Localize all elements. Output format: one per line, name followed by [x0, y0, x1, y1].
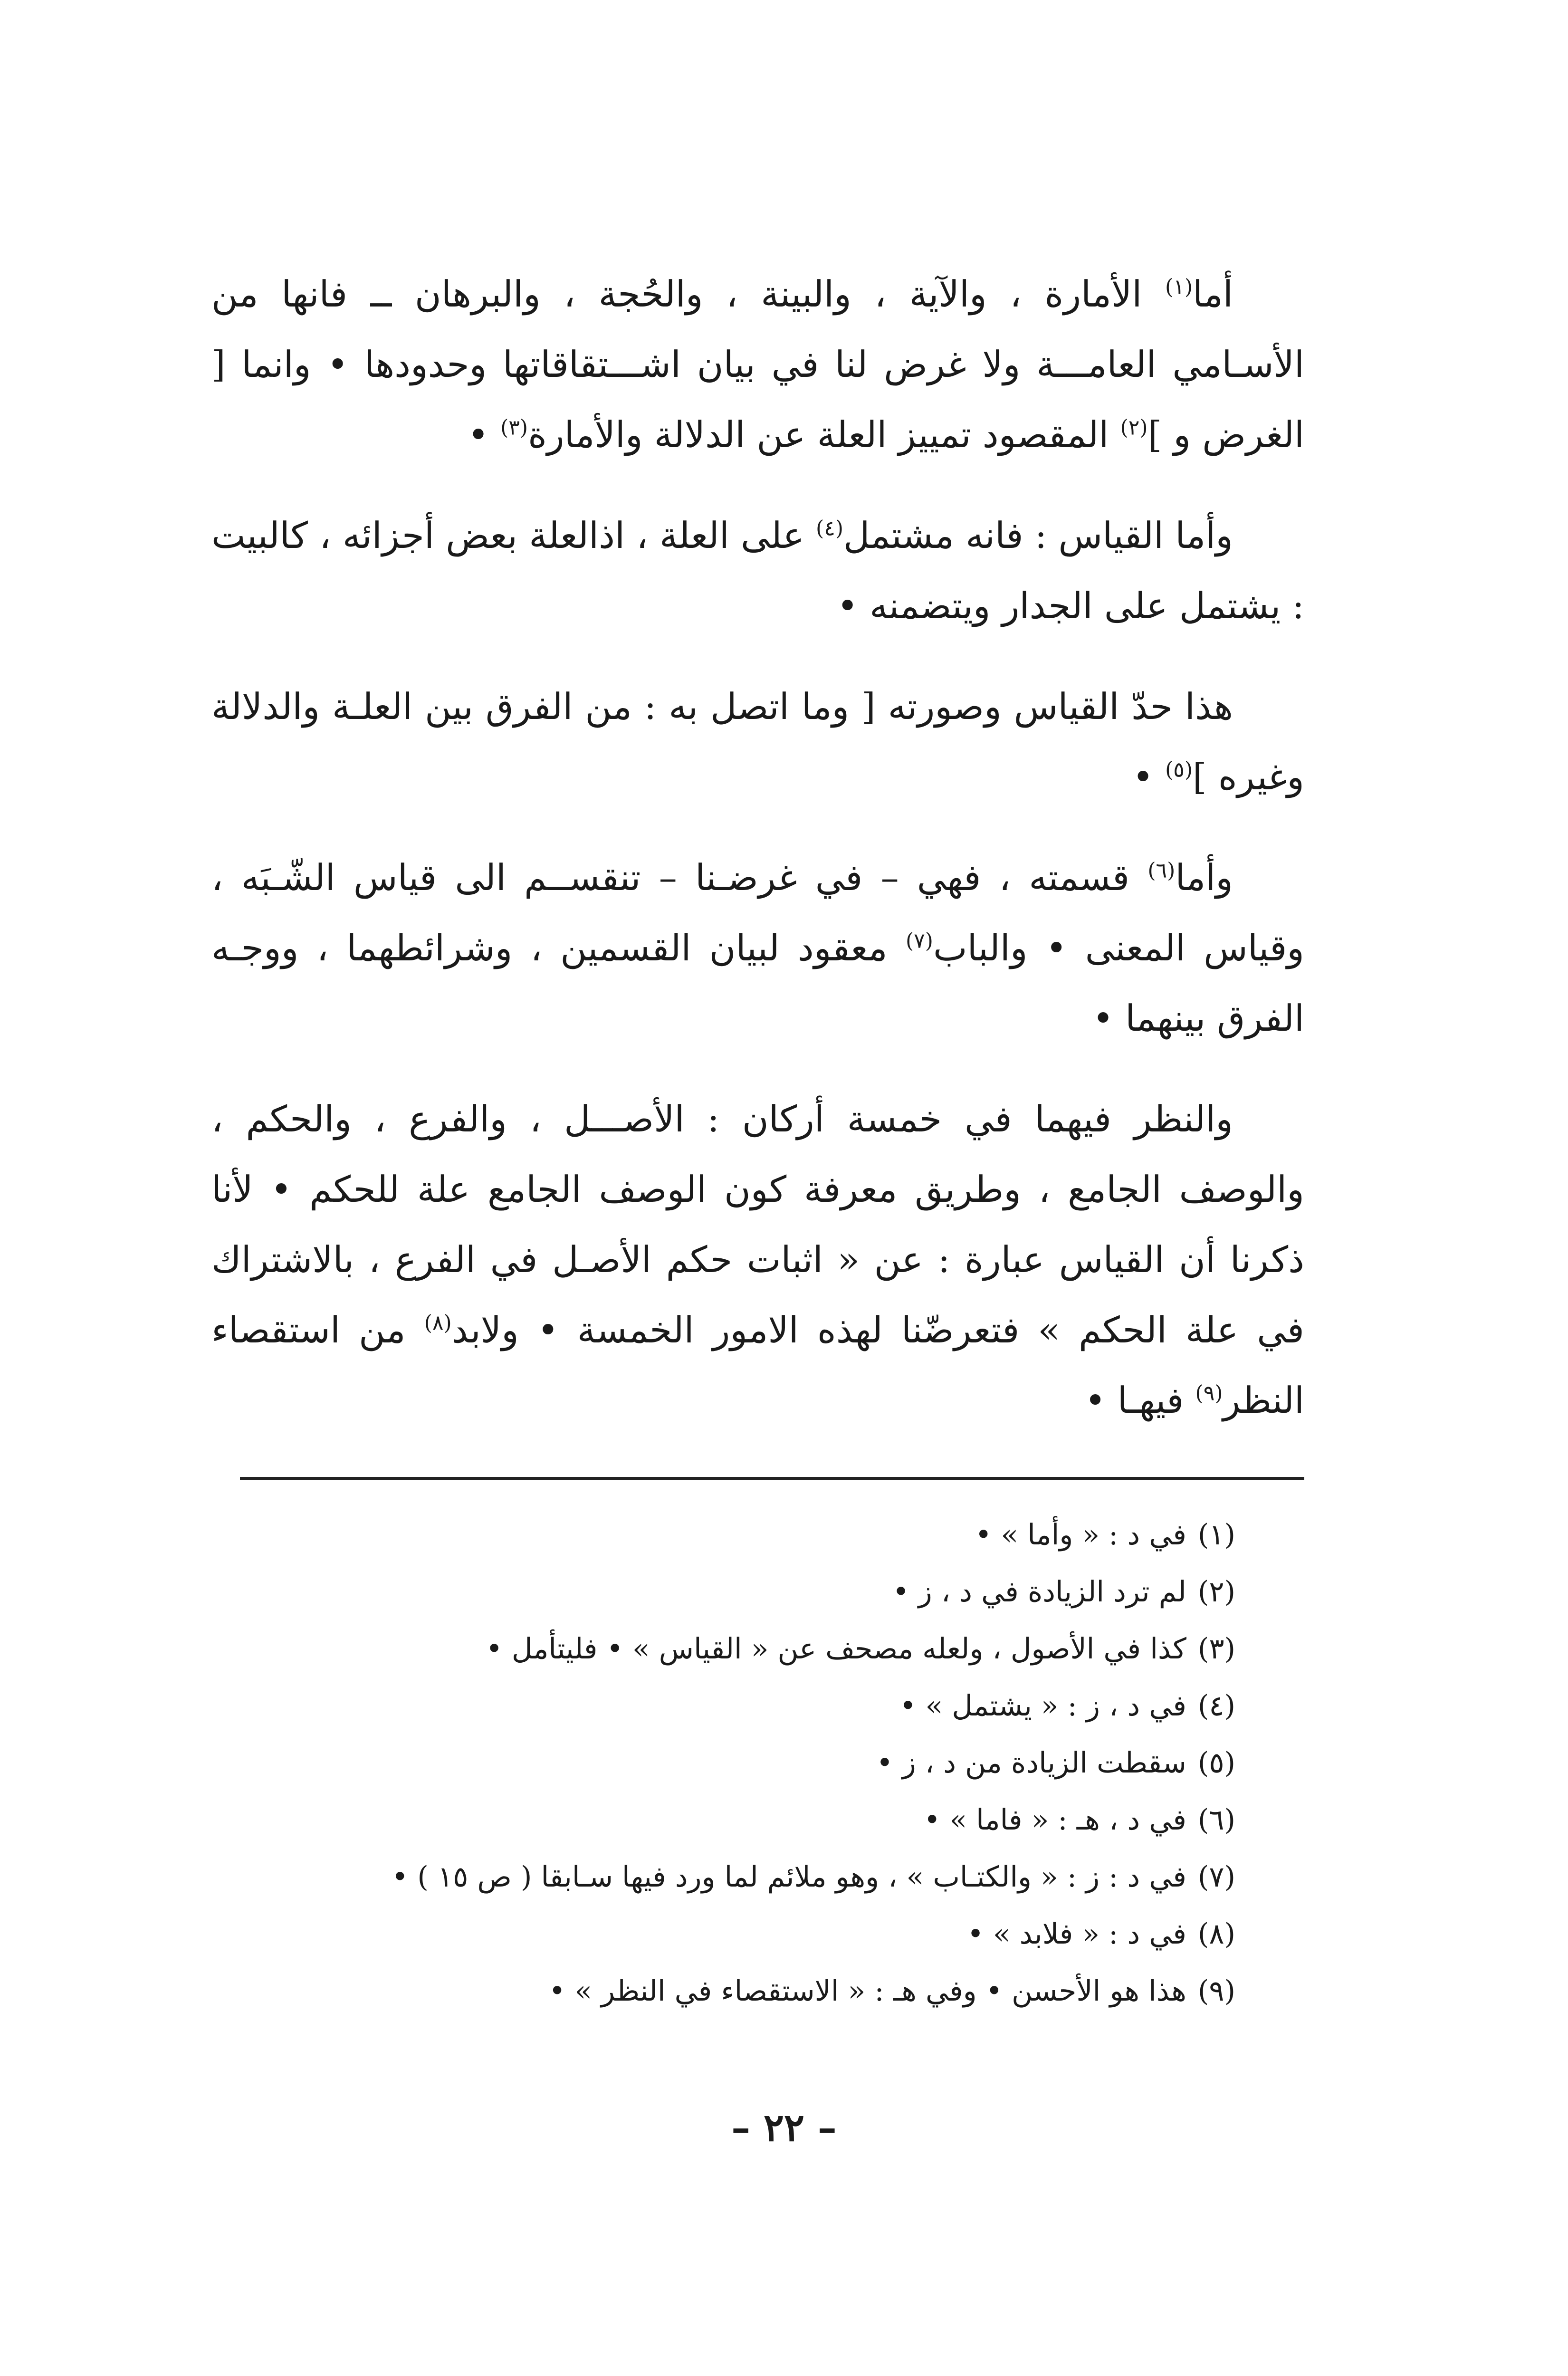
footnote-text: في د ، هـ : « فاما » •	[923, 1803, 1186, 1837]
footnote-1	[211, 1506, 1235, 1563]
footnote-number: (٧)	[1197, 1860, 1235, 1894]
footnote-8	[211, 1906, 1235, 1963]
text-run: المقصود تمييز العلة عن الدلالة والأمارة	[528, 413, 1120, 456]
footnote-text: في د ، ز : « يشتمل » •	[899, 1689, 1186, 1723]
footnote-number: (٩)	[1197, 1974, 1235, 2008]
footnote-text: في د : « فلابد » •	[967, 1917, 1186, 1951]
footnote-text: سقطت الزيادة من د ، ز •	[876, 1746, 1186, 1780]
footnote-text: لم ترد الزيادة في د ، ز •	[892, 1575, 1186, 1609]
text-run: الأمارة ، والآية ، والبينة ، والحُجة ، والبرهان ــ فانها من الأسـامي العامـــة ولا غرض لنا في بيان اشـــتقاقاتها وحدودها • وانما [ الغرض و ]	[211, 273, 1304, 456]
footnote-3	[211, 1620, 1235, 1677]
text-run: وأما	[1175, 856, 1233, 899]
text-run: والنظر فيهما في خمسة أركان : الأصـــل ، والفرع ، والحكم ، والوصف الجامع ، وطريق معرفة كون الوصف الجامع علة للحكم • لأنا ذكرنا أن القياس عبارة : عن « اثبات حكم الأصـل في الفرع ، بالاشتراك في علة الحكم » فتعرضّنا لهذه الامور الخمسة • ولابد	[211, 1098, 1304, 1351]
footnote-6	[211, 1792, 1235, 1849]
footnote-number: (٤)	[1197, 1689, 1235, 1723]
footnote-number: (٥)	[1197, 1746, 1235, 1780]
text-run: أما	[1193, 273, 1233, 315]
footnote-ref[interactable]: (٩)	[1195, 1381, 1223, 1406]
footnote-ref[interactable]: (٥)	[1165, 757, 1193, 782]
footnote-ref[interactable]: (٤)	[816, 516, 844, 541]
text-run: •	[468, 413, 501, 456]
footnote-2	[211, 1563, 1235, 1620]
text-run: قسمته ، فهي – في غرضـنا – تنقســم الى قياس الشّـبَه ، وقياس المعنى • والباب	[211, 856, 1304, 969]
text-run: وأما القياس : فانه مشتمل	[843, 514, 1233, 556]
footnote-number: (٢)	[1197, 1575, 1235, 1609]
footnote-ref[interactable]: (٢)	[1120, 415, 1148, 440]
paragraph-1	[211, 259, 1304, 470]
text-run: •	[1132, 756, 1166, 798]
paragraph-3	[211, 671, 1304, 812]
footnote-4	[211, 1677, 1235, 1734]
footnote-ref[interactable]: (١)	[1165, 275, 1193, 299]
footnote-7	[211, 1849, 1235, 1906]
paragraph-5	[211, 1084, 1304, 1436]
footnote-text: في د : « وأما » •	[975, 1518, 1186, 1552]
text-run: من استقصاء النظر	[211, 1309, 1304, 1421]
footnote-ref[interactable]: (٦)	[1147, 858, 1176, 883]
footnote-5	[211, 1734, 1235, 1792]
paragraph-2	[211, 500, 1304, 641]
footnote-number: (٨)	[1197, 1917, 1235, 1951]
footnote-ref[interactable]: (٣)	[500, 415, 528, 440]
footnote-separator	[240, 1477, 1304, 1480]
footnotes	[211, 1506, 1235, 2020]
text-run: معقود لبيان القسمين ، وشرائطهما ، ووجـه الفرق بينهما •	[211, 927, 1304, 1039]
footnote-number: (٦)	[1197, 1803, 1235, 1837]
paragraph-4	[211, 843, 1304, 1054]
text-run: فيهـا •	[1084, 1379, 1195, 1421]
main-text	[211, 259, 1304, 1466]
footnote-ref[interactable]: (٨)	[424, 1311, 452, 1335]
footnote-ref[interactable]: (٧)	[905, 929, 933, 953]
footnote-text: هذا هو الأحسن • وفي هـ : « الاستقصاء في النظر » •	[548, 1974, 1186, 2008]
footnote-text: كذا في الأصول ، ولعله مصحف عن « القياس » • فليتأمل •	[486, 1632, 1186, 1666]
page-number: – ٢٢ –	[731, 2105, 837, 2150]
text-run: هذا حدّ القياس وصورته [ وما اتصل به : من الفرق بين العلـة والدلالة وغيره ]	[211, 685, 1304, 798]
text-run: على العلة ، اذالعلة بعض أجزائه ، كالبيت : يشتمل على الجدار ويتضمنه •	[211, 514, 1304, 627]
footnote-text: في د : ز : « والكتـاب » ، وهو ملائم لما ورد فيها سـابقا ( ص ١٥ ) •	[391, 1860, 1186, 1894]
footnote-number: (١)	[1197, 1518, 1235, 1552]
footnote-number: (٣)	[1197, 1632, 1235, 1666]
footnote-9	[211, 1963, 1235, 2020]
